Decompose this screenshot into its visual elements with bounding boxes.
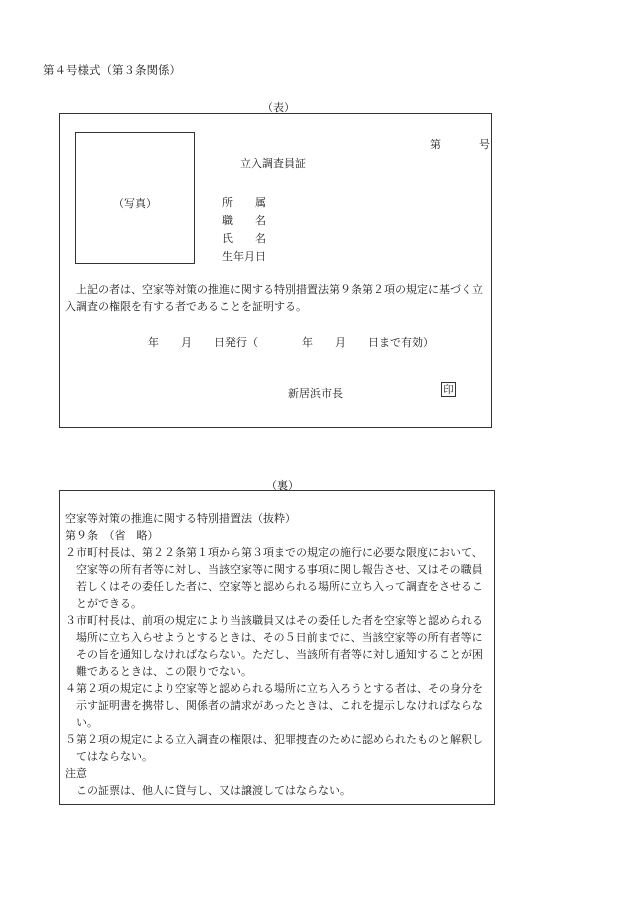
field-position (222, 212, 270, 228)
field-label: 生年月日 (222, 250, 266, 263)
seal-stamp: 印 (441, 382, 456, 397)
paragraph-number: ４ (65, 682, 76, 695)
certification-statement: 上記の者は、空家等対策の推進に関する特別措置法第９条第２項の規定に基づく立入調査の権限を有する者であることを証明する。 (65, 283, 483, 313)
paragraph-number: ３ (65, 614, 76, 627)
paragraph-number: ２ (65, 546, 76, 559)
paragraph-number: ５ (65, 733, 76, 746)
form-number: 第４号様式（第３条関係） (43, 63, 181, 77)
law-paragraph (65, 612, 490, 680)
paragraph-text: 第２項の規定による立入調査の権限は、犯罪捜査のために認められたものと解釈してはならない。 (76, 733, 483, 763)
issuer-title: 新居浜市長 (288, 387, 343, 400)
card-title: 立入調査員証 (240, 157, 306, 170)
id-card-front (59, 113, 492, 428)
field-birthdate (222, 248, 270, 264)
article-heading: 第９条 （省 略） (65, 529, 159, 542)
law-paragraph (65, 544, 490, 612)
id-card-back (59, 490, 495, 805)
field-name (222, 230, 270, 246)
law-paragraph (65, 680, 490, 731)
paragraph-text: 第２項の規定により空家等と認められる場所に立ち入ろうとする者は、その身分を示す証明書を携帯し、関係者の請求があったときは、これを提示しなければならない。 (76, 682, 483, 729)
issue-validity-line: 年 月 日発行（ 年 月 日まで有効） (148, 336, 434, 349)
note-heading: 注意 (65, 767, 87, 780)
field-label: 職 名 (222, 214, 266, 227)
field-label: 所 属 (222, 196, 266, 209)
back-side-label: （裏） (266, 479, 299, 492)
field-affiliation (222, 194, 270, 210)
front-side-label: （表） (262, 101, 295, 114)
paragraph-text: 市町村長は、第２２条第１項から第３項までの規定の施行に必要な限度において、空家等の所有者等に対し、当該空家等に関する事項に関し報告させ、又はその職員若しくはその委任した者に、空家等と認められる場所に立ち入って調査をさせることができる。 (76, 546, 483, 610)
card-number-prefix: 第 (430, 138, 441, 151)
paragraph-text: 市町村長は、前項の規定により当該職員又はその委任した者を空家等と認められる場所に立ち入らせようとするときは、その５日前までに、当該空家等の所有者等にその旨を通知しなければならない。ただし、当該所有者等に対し通知することが困難であるときは、この限りでない。 (76, 614, 483, 678)
photo-label: （写真） (113, 197, 157, 210)
card-number-suffix: 号 (479, 138, 490, 151)
photo-placeholder (75, 132, 195, 264)
law-paragraph (65, 731, 490, 765)
law-title: 空家等対策の推進に関する特別措置法（抜粋） (65, 512, 296, 525)
note-text: この証票は、他人に貸与し、又は譲渡してはならない。 (76, 784, 351, 797)
field-label: 氏 名 (222, 232, 266, 245)
